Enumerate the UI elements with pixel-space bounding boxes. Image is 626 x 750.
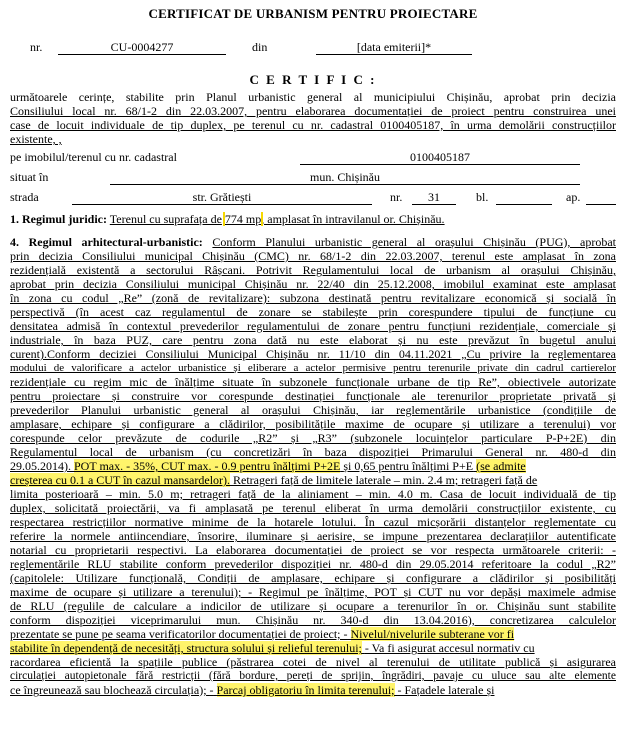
body-line: de RLU (regulile de calculare a indicilor de utilizare și ocupare a terenurilor în or. Chișinău sunt stabilite bbox=[10, 599, 616, 613]
strada-label: strada bbox=[10, 190, 39, 204]
body-line: industriale, în baza PUZ, care pentru zona dată nu este elaborat și nu este prevăzut în bugetul anului bbox=[10, 333, 616, 347]
body-line: conform dispoziției viceprimarului mun. Chișinău nr. 340-d din 13.04.2016), concretizarea calculelor bbox=[10, 613, 616, 627]
body-line: corespunde celor prevăzute de codurile „R2” și „R3” (subzonele locuințelor particulare P-P+2E) din bbox=[10, 431, 616, 445]
body-line: notarial cu proprietarii respectivi. La elaborarea documentației de proiect se vor respecta următoarele criterii: - bbox=[10, 543, 616, 557]
street-nr-label: nr. bbox=[390, 190, 403, 204]
body-line: respectarea restricțiilor normative minime de la hotarele lotului. În cazul micșorării distanțelor reglementate cu bbox=[10, 515, 616, 529]
body-line: circulației autopietonale fără restricții (fără bordure, pereți de sprijin, îngrădiri, pavaje cu uluce sau alte elemente bbox=[10, 670, 616, 682]
intro-line: case de locuit individuale de tip duplex, pe terenul cu nr. cadastral 0100405187, în urma demolării construcțiilor bbox=[10, 118, 616, 132]
body-line: modului de valorificare a actelor urbanistice și eliberare a actelor permisive pentru terenurile private din cadrul cartierelor bbox=[10, 362, 616, 374]
body-line: duplex, solicitată proiectării, va fi amplasată pe terenul eliberat în urma demolării construcțiilor existente, cu bbox=[10, 501, 616, 515]
cadastral-label: pe imobilul/terenul cu nr. cadastral bbox=[10, 150, 177, 164]
mansard-highlight-cont: creșterea cu 0.1 a CUT în cazul mansardelor). bbox=[10, 473, 231, 487]
highlighted-line: 29.05.2014). POT max. - 35%, CUT max. - 0.9 pentru înălțimi P+2E și 0,65 pentru înălțimi P+E (se admite bbox=[10, 459, 526, 473]
body-line: în zona cu codul „Re” (zonă de revitalizare): subzona destinată pentru revitalizare economică și socială în bbox=[10, 291, 616, 305]
issue-date: [data emiterii]* bbox=[316, 40, 472, 55]
body-line: pentru proiectare și construire vor corespunde destinației funcționale ale terenurilor proprietate privată și bbox=[10, 389, 616, 403]
body-line: referire la normele antiincendiare, însorire, iluminare și aerisire, se impune prezentarea declarațiilor autentificate bbox=[10, 529, 616, 543]
body-line: Regulamentul local de urbanism (cu concretizări în baza dispoziției Primarului General nr. 480-d din bbox=[10, 445, 616, 459]
regim-arh-heading: 4. Regimul arhitectural-urbanistic: Conform Planului urbanistic general al orașului Chișinău (PUG), aprobat bbox=[10, 235, 616, 249]
body-line: curent).Conform deciziei Consiliului Municipal Chișinău nr. 11/10 din 04.11.2021 „Cu privire la reglementarea bbox=[10, 347, 616, 361]
certificate-number: CU-0004277 bbox=[58, 40, 226, 55]
situat-label: situat în bbox=[10, 170, 49, 184]
body-line: racordarea eficientă la spațiile publice (păstrarea cotei de nivel al terenului de utilitate publică și asigurarea bbox=[10, 655, 616, 669]
situat-value: mun. Chișinău bbox=[110, 170, 580, 185]
body-line: prevederilor Planului urbanistic general al orașului Chișinău, iar reglementările urbanistice (condițiile de bbox=[10, 403, 616, 417]
certific-heading: C E R T I F I C : bbox=[249, 72, 377, 87]
strada-value: str. Grătiești bbox=[72, 190, 372, 205]
subterranean-highlight: Nivelul/nivelurile subterane vor fi bbox=[350, 627, 515, 641]
intro-line: existente, , bbox=[10, 132, 62, 146]
body-line: maxime de ocupare și utilizare a terenului); - Regimul pe înălțime, POT și CUT nu vor depăși maximele admise bbox=[10, 585, 616, 599]
intro-line: Consiliului local nr. 68/1-2 din 22.03.2007, pentru elaborarea documentației de proiect pentru construirea unei bbox=[10, 104, 616, 118]
body-line: reglementările RLU stabilite conform prevederilor dispoziției nr. 480-d din 29.05.2014 referitoare la codul „R2” bbox=[10, 557, 616, 571]
ap-label: ap. bbox=[566, 190, 581, 204]
body-line: (capitolele: Utilizare funcțională, Condiții de amplasare, echipare și configurare a clădirilor și posibilități bbox=[10, 571, 616, 585]
body-line: densitatea admisă în contextul prevederilor regulamentului de zonare pentru funcțiuni rezidențiale, comerciale și bbox=[10, 319, 616, 333]
highlighted-line: prezentate se pune pe seama verificatorilor documentației de proiect; - Nivelul/nivelurile subterane vor fi bbox=[10, 627, 515, 641]
document-title: CERTIFICAT DE URBANISM PENTRU PROIECTARE bbox=[148, 6, 478, 21]
din-label: din bbox=[252, 40, 268, 54]
body-line: amplasare, echipare și configurare a clădirilor, posibilitățile maxime de ocupare și utilizare a terenului) vor bbox=[10, 417, 616, 431]
regim-juridic: 1. Regimul juridic: Terenul cu suprafața de 774 mp, amplasat în intravilanul or. Chișinău. bbox=[10, 212, 445, 226]
street-nr-value: 31 bbox=[412, 190, 456, 205]
bl-label: bl. bbox=[476, 190, 489, 204]
pot-cut-highlight: POT max. - 35%, CUT max. - 0.9 pentru înălțimi P+2E bbox=[74, 459, 341, 473]
highlighted-line: stabilite în dependență de necesități, structura solului și relieful terenului; - Va fi asigurat accesul normativ cu bbox=[10, 641, 535, 655]
body-line: rezidențială existentă a sectorului Râșcani. Potrivit Regulamentului local de urbanism al orașului Chișinău, bbox=[10, 263, 616, 277]
parking-highlight: Parcaj obligatoriu în limita terenului; bbox=[216, 683, 395, 697]
nr-label: nr. bbox=[30, 40, 43, 54]
body-line: limita posterioară – min. 5.0 m; retrageri față de la aliniament – min. 4.0 m. Casa de locuit individuală de tip bbox=[10, 487, 616, 501]
body-line: aprobat prin decizia Consiliului municipal Chișinău nr. 22/40 din 25.12.2008, imobilul examinat este amplasat bbox=[10, 277, 616, 291]
intro-line: următoarele cerințe, stabilite prin Planul urbanistic general al municipiului Chișinău, aprobat prin decizia bbox=[10, 90, 616, 104]
highlighted-line: ce îngreunează sau blochează circulația); - Parcaj obligatoriu în limita terenului; - Fațadele laterale și bbox=[10, 683, 495, 697]
body-line: perspectivă (în acest caz regulamentul de zonare se stabilește prin corespundere tipului de funcțiune cu bbox=[10, 305, 616, 319]
mansard-highlight: (se admite bbox=[476, 459, 526, 473]
body-line: rezidențiale cu regim mic de înălțime situate în subzonele funcționale urbane de tip Re”, obiectivele autorizate bbox=[10, 375, 616, 389]
area-highlight: 774 mp bbox=[224, 212, 262, 226]
body-line: prin decizia Consiliului municipal Chișinău (CMC) nr. 68/1-2 din 22.03.2007, terenul este amplasat în zona bbox=[10, 249, 616, 263]
ap-value bbox=[586, 190, 616, 205]
cadastral-value: 0100405187 bbox=[300, 150, 580, 165]
bl-value bbox=[496, 190, 552, 205]
highlighted-line: creșterea cu 0.1 a CUT în cazul mansardelor). Retrageri față de limitele laterale – min. 2.4 m; retrageri față de bbox=[10, 473, 538, 487]
subterranean-highlight-cont: stabilite în dependență de necesități, structura solului și relieful terenului; bbox=[10, 641, 362, 655]
